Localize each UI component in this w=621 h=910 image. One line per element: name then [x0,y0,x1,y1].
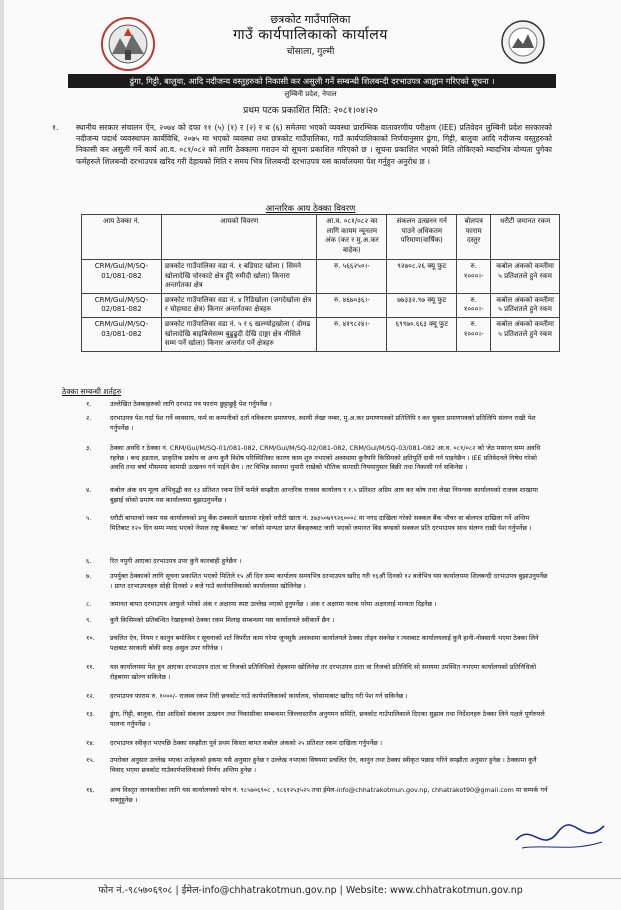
condition-number: १२. [86,692,95,700]
max-quantity: ६९९७०.६६३ क्यू फुट [387,317,457,351]
condition-text: दरभाउपत्र स्वीकृत भएपछि ठेक्का सम्झौता पूर्व प्रथम किस्ता बापत कबोल अंकको २५ प्रतिशत रकम दाखिला गर्नुपर्नेछ । [110,739,383,747]
condition-number: १३. [86,710,95,718]
municipality-logo-icon [500,18,546,66]
table-row [82,260,560,294]
contract-desc: छत्रकोट गाउँपालिका वडा नं. ५ र ६ खल्ग्योद्गखोला ( दोमढ खोलादेखि बाइबिसेसम्म बुढुढुदी देखि दाङ्गा क्षेत्र नौसिले सम्म पर्ने खोला) किनार अन्तर्गत पर्ने क्षेत्रहरु [161,317,317,351]
col-header: आय ठेक्का नं. [82,215,162,260]
condition-text: रित नपुगी आएका दरभाउपत्र उपर कुनै कारबाही हुनेछैन । [110,557,242,565]
intro-paragraph [52,122,552,167]
signature-stamp [512,818,608,862]
condition-text: जमानत बापत दरभाउपत्र आफुले भरेको अंक र अक्षरमा स्पष्ट उल्लेख भएको हुनुपर्नेछ । अंक र अक्षरमा फरक परेमा अक्षरलाई मान्यता दिइनेछ । [110,600,437,608]
condition-text: दरभाउपत्र फाराम रु. १०००/- राजस्व रकम तिरी छत्रकोट गाउँ कार्यपालिकाको कार्यालय, चोसामाबाट खरिद गरी पेश गर्न सकिनेछ । [110,692,408,700]
col-header: आ.व. ०८१/०८२ का लागि कायम न्यूनतम अंक (कर र मु.अ.कर बाहेक) [317,215,387,260]
condition-number: १४. [86,739,95,747]
condition-text: उपर्युक्त ठेक्काको लागि सूचना प्रकाशित भएको मितिले १५ औं दिन सम्म कार्यालय समयभित्र दरभाउपत्र खरिद गरी १६औं दिनको १२ बजेभित्र यस कार्यालयमा शिलबन्दी दरभाउपत्र बुझाउनुपर्नेछ । प्राप्त दरभाउपत्रहरु सोही दिनको २ बजे गाउँ कार्यपालिकाको कार्यालयमा खोलिनेछ । [110,572,548,590]
condition-number: १६. [86,786,95,794]
contract-id: CRM/Gul/M/SQ-01/081-082 [82,260,162,294]
condition-text: कुनै किसिमको प्रतिबन्धित रेखाहरुको ठेक्का रकम मिलाइ सम्बन्धमा यस कार्यालयले स्वीकार्ने छैन । [110,616,335,624]
min-amount: रु. ४६७०३६।- [317,293,387,317]
condition-number: १५. [86,756,95,764]
min-amount: रु. ५६६२५०।- [317,260,387,294]
contract-id: CRM/Gul/M/SQ-02/081-082 [82,293,162,317]
conditions-title: ठेक्का सम्बन्धी शर्तहरु [62,387,122,396]
max-quantity: ९२७०८.२६ क्यू फुट [387,260,457,294]
condition-number: ६. [86,557,92,565]
deposit: कबोल अंकको कम्तीमा ५ प्रतिशतले हुने रकम [491,293,560,317]
page-footer: फोन नं.-९८५७०६९०८ | ईमेल-info@chhatrakotmun.gov.np | Website: www.chhatrakotmun.gov.np [0,878,621,903]
office-location: चोसाला, गुल्मी [286,47,335,57]
condition-number: ७. [86,572,92,580]
letterhead [0,6,621,76]
condition-number: ८. [86,600,92,608]
contract-id: CRM/Gul/M/SQ-03/081-082 [82,317,162,351]
deposit: कबोल अंकको कम्तीमा ५ प्रतिशतले हुने रकम [491,260,560,294]
condition-number: १०. [86,634,95,642]
condition-number: ५. [86,514,92,522]
form-fee: रु. १०००।- [457,293,491,317]
max-quantity: ७७३३२.९७ क्यू फुट [387,293,457,317]
condition-text: ढुंगा, गिट्टी, बालुवा, रोडा आदिको संकलन उत्खनन तथा निकासीका सम्बन्धमा जिल्लास्तरीय अनुगमन समिति, छत्रकोट गाउँपालिकाले दिएका सुझाव तथा निर्देशनहरु ठेक्का लिने पक्षले पूर्णरुपले पालना गर्नुपर्नेछ । [110,710,545,728]
col-header: संकलन उत्खनन गर्न पाउने अधिकतम परिमाण(वार्षिक) [387,215,457,260]
condition-text: ठेक्का अवधि र ठेक्का नं. CRM/Gul/M/SQ-01/081-082, CRM/Gul/M/SQ-02/081-082, CRM/Gul/M/SQ-03/081-082 आ.व. ०८१/०८२ को जेठ मसान्त सम्म अवधि रहनेछ । बन्द हडताल, प्राकृतिक प्रकोप वा अन्य कुनै विशेष परिस्थितिका कारण काम शुरु नभएको अवस्थामा कुनैपनि किसिमको क्षतिपूर्ति दावी गर्न पाइनेछैन । IEE प्रतिवेदनले निषेध गरेको अवधि तथा बर्षा मौसममा सामाग्री उत्खनन गर्न पाईने छैन । तर विभिन्न स्थानमा थुपारी राखेको भौतिक सामाग्री नियमानुसार बिक्री तथा निकासी गर्न सकिनेछ । [110,444,541,472]
condition-number: ११. [86,663,95,671]
condition-number: ३. [86,444,92,452]
signature-icon [512,818,608,862]
contract-table [81,214,560,352]
condition-text: प्रचलित ऐन, नियम र कानुन बमोजिम र सूचनाको शर्त विपरीत काम गरेमा जुनसुकै अवस्थामा कार्यालयले ठेक्का तोड्न सक्नेछ र त्यसबाट कार्यालयलाई कुनै हानी-नोक्सानी भएमा ठेक्का लिने पक्षबाट सरकारी बाँकी सरह असुल उपर गरिनेछ । [110,634,539,652]
condition-text: दरभाउपत्र पेश गर्दा पेश गर्ने व्यवसाय, फर्म वा कम्पनीको दर्ता नविकरण प्रमाणपत्र, स्थायी लेखा नम्बर, मु.अ.कर प्रमाणपत्रको प्रतिलिपि र कर चुक्ता प्रमाणपत्रको प्रतिलिपि संलग्न राखी पेश गर्नुपर्नेछ । [110,414,536,432]
contract-desc: छत्रकोट गाउँपालिका वडा नं. ४ रिडिखोला (जगदेखोला क्षेत्र र चोहाघाट क्षेत्र) किनार अन्तर्गतका क्षेत्रहरु [161,293,317,317]
condition-text: यस कार्यालयमा पेश हुन आएका दरभाउपत्र दाता वा निजको प्रतिनिधिको रोहबरमा खोलिनेछ तर दरभाउपत्र दाता वा निजको प्रतिनिधि सो समयमा उपस्थित नभएमा कार्यालयको प्रतिनिधिको रोहबरमा खोल्न सकिनेछ । [110,663,537,681]
col-header: धरौटी जमानत रकम [491,215,560,260]
condition-number: २. [86,414,92,422]
municipality-name: छत्रकोट गाउँपालिका [270,13,351,26]
condition-text: अन्य विस्तृत जानकारीका लागि यस कार्यालयको फोन नं. ९८५७०६९०८ , ९८६१२५३५२५ तथा ईमेल-info@chhatrakotmun.gov.np, chhatrakot90@gmail.com मा सम्पर्क गर्न सक्नुहुनेछ । [110,786,548,804]
condition-number: ४. [86,486,92,494]
table-caption: आन्तरिक आय ठेक्का विवरण [265,204,356,214]
form-fee: रु. १०००।- [457,317,491,351]
condition-number: १. [86,400,92,408]
min-amount: रु. ४१९८२४।- [317,317,387,351]
office-name: गाउँ कार्यपालिकाको कार्यालय [233,27,388,43]
condition-text: उपरोक्त अनुसार उल्लेख भएका शर्तहरुको हकमा यसै अनुसार हुनेछ र उल्लेख नभएका विषयमा प्रचलित ऐन, कानुन तथा ठेक्का स्वीकृत पछाड गरिने सम्झौता अनुसार हुनेछ । ठेक्कामा कुनै विवाद भएमा छत्रकोट गाउँकार्यपालिकाको निर्णय अन्तिम हुनेछ । [110,756,537,774]
intro-number: १. [52,123,59,132]
condition-text: कबोल अंक थप मूल्य अभिवृद्धी कर १३ प्रतिशत रकम तिर्ने फर्मले सम्झौता आन्तरिक राजस्व कार्यालय र १.५ प्रतिशत अग्रिम आय कर कोष तथा लेखा नियन्त्रक कार्यालयको राजस्व शाखामा बुझाई सोको प्रमाण यस कार्यालयमा बुझाउनुपर्नेछ । [110,486,538,504]
condition-number: ९. [86,616,92,624]
deposit: कबोल अंकको कम्तीमा ५ प्रतिशतले हुने रकम [491,317,560,351]
notice-title-banner: ढुंगा, गिट्टी, बालुवा, आदि नदीजन्य वस्तुहरुको निकासी कर असुली गर्ने सम्बन्धी शिलबन्दी दरभाउपत्र आह्वान गरिएको सूचना । [68,74,556,88]
contract-desc: छत्रकोट गाउँपालिका वडा नं. १ बडिघाट खोला ( सिमने खोलादेखि चोरकाटे क्षेत्र हुँदै रुमीदी खोला) किनारा अन्तर्गतका क्षेत्र [161,260,317,294]
intro-text: स्थानीय सरकार संचालन ऐन, २०७४ को दफा ११ (५) (१) र (२) र ध (६) समेतमा भएको व्यवस्था प्रारम्भिक वातावरणीय परीक्षण (IEE) प्रतिवेदन लुम्बिनी प्रदेश सरकारको नदीजन्य पदार्थ व्यवस्थापन कार्यविधि, २०७५ मा भएको व्यवस्था तथा छत्रकोट गाउँपालिका, गाउँ कार्यपालिकाको निर्णयानुसार ढुंगा, गिट्टी, बालुवा आदि नदीजन्य वस्तुहरुको निकासी कर असुली गर्ने कार्य आ.व. ०८१/०८२ को लागि ठेक्कामा गराउन यो सूचना प्रकाशित गरिएको छ । सूचना प्रकाशित भएको मिति तोकिएको म्यादभित्र योग्यता पुगेका फर्महरुले शिलबन्दी दरभाउपत्र खरिद गरी देहायको मिति र समय भित्र शिलबन्दी दरभाउपत्र यस कार्यालयमा पेश गर्नुहुन अनुरोध छ । [76,123,552,166]
table-row [82,293,560,317]
table-row [82,317,560,351]
publish-date: प्रथम पटक प्रकाशित मिति: २०८१।०४।२० [243,106,378,116]
province-stamp-text: लुम्बिनी प्रदेश, नेपाल [284,90,337,98]
condition-text: उल्लेखित ठेक्काहरुको लागि दरभाउ पत्र फाराम छुट्टाछुट्टै पेश गर्नुपर्नेछ । [110,400,272,408]
col-header: बोलपत्र फाराम दस्तुर [457,215,491,260]
condition-text: धरौटी बापतको रकम यस कार्यालयको प्रभु बैंक ठक्काले खातामा रहेको धरौटी खाता नं. ३७३५०७९९२६०००८ मा नगद दाखिला गरेको सक्कल बैंक भौचर वा बोलपत्र दाखिला गर्ने अन्तिम मितिबाट १२० दिन सम्म म्याद भएको नेपाल राष्ट्र बैंकबाट 'क' वर्गको मान्यता प्राप्त बैंकहरुबाट जारी भएको जमानत बिड बण्डको सक्कल प्रति दरभाउपत्र साथ संलग्न राखी पेश गर्नुपर्नेछ । [110,514,532,532]
form-fee: रु. १०००।- [457,260,491,294]
col-header: आयको विवरण [161,215,317,260]
scan-edge [0,0,4,910]
table-header-row [82,215,560,260]
